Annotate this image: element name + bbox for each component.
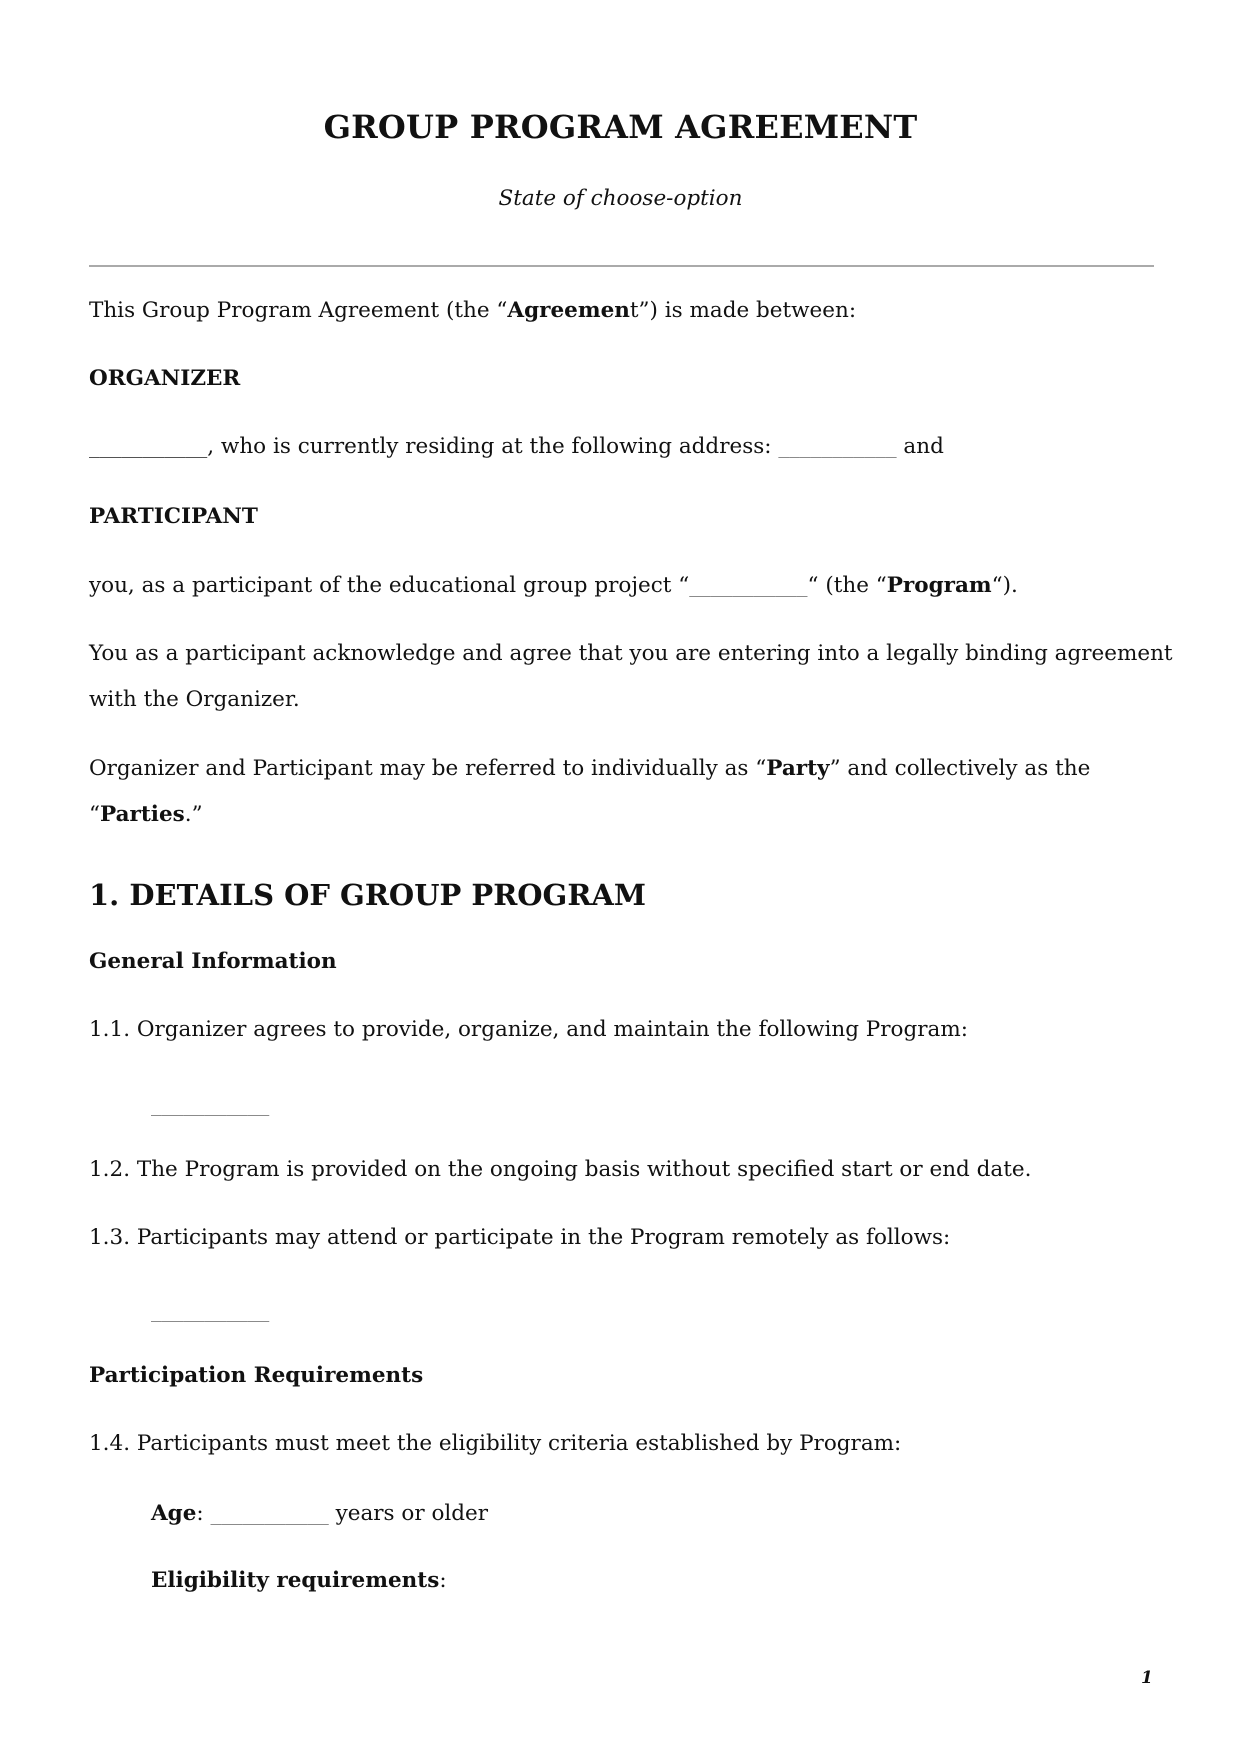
age-requirement [151,1503,488,1525]
participant-text-mid: “ (the “ [807,573,887,598]
eligibility-requirements [151,1570,447,1592]
program-defined-term: Program [886,573,992,598]
party-defined-term: Party [766,756,830,781]
clause-1-4: 1.4. Participants must meet the eligibility criteria established by Program: [89,1431,902,1456]
parties-defined-term: Parties [100,802,185,827]
remote-participation-blank[interactable]: ___________ [151,1298,270,1323]
intro-text-end: t”) is made between: [629,298,857,323]
organizer-name-blank[interactable]: ___________ [89,434,208,459]
participant-text-end: “). [991,573,1018,598]
intro-text: This Group Program Agreement (the “ [89,298,508,323]
participant-paragraph [89,575,1018,597]
parties-text-end: ” and collectively as the [829,756,1091,781]
parties-close: .” [184,802,203,827]
organizer-address-blank[interactable]: ___________ [778,434,897,459]
clause-1-2: 1.2. The Program is provided on the ongoing basis without specified start or end date. [89,1157,1032,1182]
document-subtitle: State of choose-option [498,186,743,211]
participant-heading: PARTICIPANT [89,504,258,529]
acknowledge-line-1: You as a participant acknowledge and agree that you are entering into a legally binding agreement [89,641,1173,666]
acknowledge-line-2: with the Organizer. [89,687,300,712]
document-title: GROUP PROGRAM AGREEMENT [323,108,918,146]
parties-text: Organizer and Participant may be referred to individually as “ [89,756,767,781]
eligibility-colon: : [439,1568,447,1593]
clause-1-1: 1.1. Organizer agrees to provide, organize, and maintain the following Program: [89,1017,968,1042]
organizer-text: , who is currently residing at the following address: [207,434,779,459]
organizer-heading: ORGANIZER [89,366,241,391]
eligibility-label: Eligibility requirements [151,1568,440,1593]
age-blank[interactable]: ___________ [210,1501,329,1526]
intro-defined-term: Agreemen [507,298,630,323]
intro-paragraph [89,300,856,322]
organizer-text-end: and [896,434,944,459]
participation-requirements-heading: Participation Requirements [89,1363,424,1388]
header-divider [89,265,1154,267]
general-information-heading: General Information [89,949,337,974]
program-description-blank[interactable]: ___________ [151,1092,270,1117]
age-suffix: years or older [328,1501,489,1526]
age-label: Age [151,1501,197,1526]
page-number: 1 [1141,1668,1153,1688]
organizer-paragraph [89,436,944,458]
participant-text: you, as a participant of the educational group project “ [89,573,690,598]
section-1-heading: 1. DETAILS OF GROUP PROGRAM [89,878,647,912]
age-colon: : [196,1501,211,1526]
parties-open-quote: “ [89,802,100,827]
clause-1-3: 1.3. Participants may attend or participate in the Program remotely as follows: [89,1225,951,1250]
parties-line-1 [89,758,1090,780]
program-name-blank[interactable]: ___________ [689,573,808,598]
parties-line-2 [89,804,203,826]
